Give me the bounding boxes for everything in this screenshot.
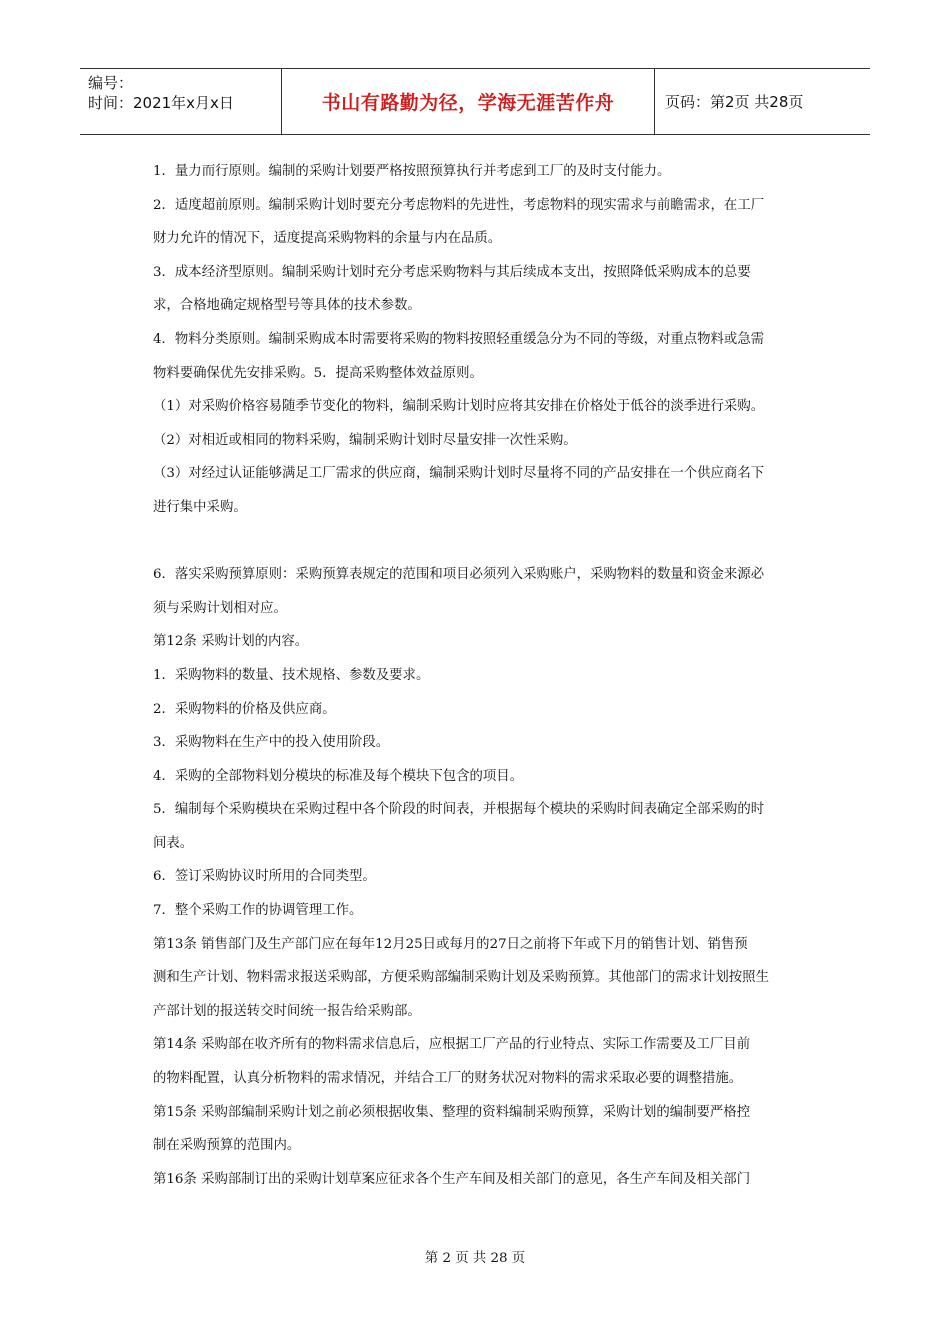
body-text-line: 3．采购物料在生产中的投入使用阶段。 [153, 735, 390, 751]
body-text-line: 6．签订采购协议时所用的合同类型。 [153, 869, 376, 885]
body-text-line: 第15条 采购部编制采购计划之前必须根据收集、整理的资料编制采购预算，采购计划的编制要严格控 [153, 1104, 751, 1120]
body-text-line: 进行集中采购。 [153, 499, 247, 515]
body-text-line: 2．采购物料的价格及供应商。 [153, 701, 336, 717]
body-text-line: 1．量力而行原则。编制的采购计划要严格按照预算执行并考虑到工厂的及时支付能力。 [153, 164, 671, 179]
body-text-line: 2．适度超前原则。编制采购计划时要充分考虑物料的先进性，考虑物料的现实需求与前瞻需求，在工厂 [153, 197, 765, 213]
paragraph-gap [153, 527, 813, 561]
page-header [80, 68, 870, 135]
body-text-line: 须与采购计划相对应。 [153, 600, 287, 616]
body-text-line: 1．采购物料的数量、技术规格、参数及要求。 [153, 667, 430, 683]
document-number-label: 编号： [88, 74, 134, 92]
body-text-line: 第12条 采购计划的内容。 [153, 634, 309, 650]
body-text-line: 财力允许的情况下，适度提高采购物料的余量与内在品质。 [153, 231, 502, 247]
body-text-line: 第14条 采购部在收齐所有的物料需求信息后，应根据工厂产品的行业特点、实际工作需要及工厂目前 [153, 1037, 751, 1053]
body-text-line: 测和生产计划、物料需求报送采购部，方便采购部编制采购计划及采购预算。其他部门的需求计划按照生 [153, 970, 769, 986]
body-text-line: 3．成本经济型原则。编制采购计划时充分考虑采购物料与其后续成本支出，按照降低采购成本的总要 [153, 264, 751, 280]
header-motto-cell [282, 69, 655, 134]
document-body [153, 157, 813, 1198]
body-text-line: 4．物料分类原则。编制采购成本时需要将采购的物料按照轻重缓急分为不同的等级，对重点物料或急需 [153, 331, 765, 347]
header-page-info: 页码：第2页 共28页 [665, 93, 804, 111]
body-text-line: 4．采购的全部物料划分模块的标准及每个模块下包含的项目。 [153, 768, 524, 784]
header-motto: 书山有路勤为径，学海无涯苦作舟 [321, 92, 615, 114]
body-text-line: 5．编制每个采购模块在采购过程中各个阶段的时间表，并根据每个模块的采购时间表确定全部采购的时 [153, 802, 765, 818]
body-text-line: 第16条 采购部制订出的采购计划草案应征求各个生产车间及相关部门的意见，各生产车间及相关部门 [153, 1171, 751, 1187]
body-text-line: 物料要确保优先安排采购。5．提高采购整体效益原则。 [153, 365, 483, 381]
header-meta [80, 69, 282, 134]
body-text-line: （2）对相近或相同的物料采购，编制采购计划时尽量安排一次性采购。 [153, 432, 577, 448]
body-text-line: 6．落实采购预算原则：采购预算表规定的范围和项目必须列入采购账户，采购物料的数量和资金来源必 [153, 567, 765, 583]
body-text-line: 间表。 [153, 835, 194, 851]
body-text-line: 的物料配置，认真分析物料的需求情况，并结合工厂的财务状况对物料的需求采取必要的调整措施。 [153, 1071, 743, 1087]
body-text-line: 7．整个采购工作的协调管理工作。 [153, 903, 363, 919]
body-text-line: 第13条 销售部门及生产部门应在每年12月25日或每月的27日之前将下年或下月的销售计划、销售预 [153, 936, 748, 952]
page-footer: 第 2 页 共 28 页 [424, 1251, 526, 1266]
document-time: 时间：2021年x月x日 [88, 94, 234, 112]
body-text-line: 产部计划的报送转交时间统一报告给采购部。 [153, 1003, 421, 1019]
body-text-line: 制在采购预算的范围内。 [153, 1138, 301, 1154]
body-text-line: 求，合格地确定规格型号等具体的技术参数。 [153, 298, 421, 314]
body-text-line: （3）对经过认证能够满足工厂需求的供应商，编制采购计划时尽量将不同的产品安排在一个供应商名下 [153, 466, 765, 482]
body-text-line: （1）对采购价格容易随季节变化的物料，编制采购计划时应将其安排在价格处于低谷的淡季进行采购。 [153, 399, 765, 415]
